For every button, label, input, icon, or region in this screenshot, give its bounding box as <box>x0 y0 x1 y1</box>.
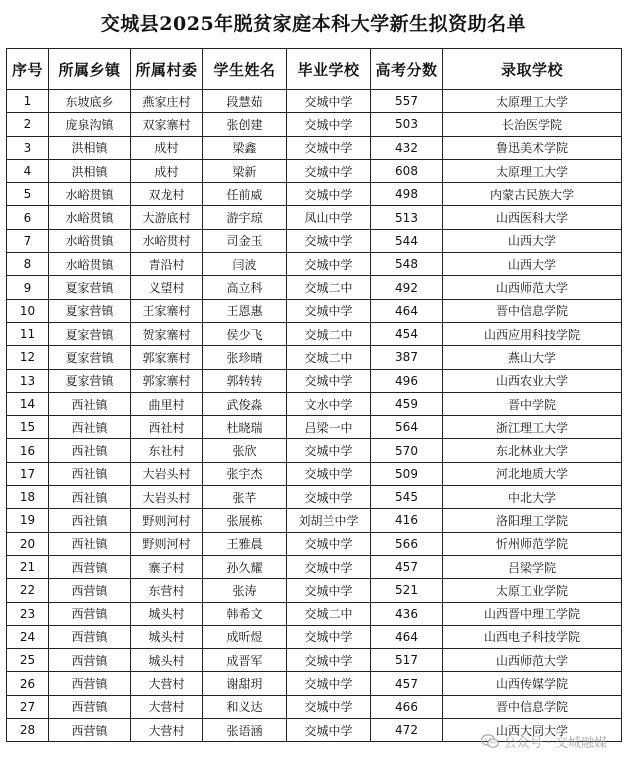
cell-serial-number: 16 <box>7 439 49 462</box>
cell-village: 城头村 <box>131 602 203 625</box>
cell-graduated-school: 交城中学 <box>287 369 371 392</box>
cell-admitted-university: 山西医科大学 <box>443 206 622 229</box>
table-row <box>7 183 622 206</box>
cell-student-name: 司金玉 <box>203 229 287 252</box>
table-row <box>7 509 622 532</box>
cell-graduated-school: 交城中学 <box>287 462 371 485</box>
cell-serial-number: 22 <box>7 579 49 602</box>
cell-township: 洪相镇 <box>49 159 131 182</box>
cell-township: 夏家营镇 <box>49 276 131 299</box>
cell-graduated-school: 交城中学 <box>287 486 371 509</box>
cell-exam-score: 457 <box>371 672 443 695</box>
cell-graduated-school: 交城中学 <box>287 555 371 578</box>
cell-graduated-school: 交城中学 <box>287 719 371 742</box>
cell-township: 西营镇 <box>49 649 131 672</box>
cell-serial-number: 20 <box>7 532 49 555</box>
cell-exam-score: 432 <box>371 136 443 159</box>
cell-serial-number: 25 <box>7 649 49 672</box>
table-row <box>7 392 622 415</box>
cell-admitted-university: 太原理工大学 <box>443 90 622 113</box>
cell-exam-score: 557 <box>371 90 443 113</box>
header-student-name: 学生姓名 <box>203 49 287 90</box>
cell-village: 曲里村 <box>131 392 203 415</box>
cell-serial-number: 24 <box>7 625 49 648</box>
cell-village: 东营村 <box>131 579 203 602</box>
cell-admitted-university: 山西大学 <box>443 229 622 252</box>
watermark-text: 公众号 · 交城融媒 <box>503 735 607 751</box>
cell-exam-score: 513 <box>371 206 443 229</box>
cell-exam-score: 503 <box>371 113 443 136</box>
cell-township: 西社镇 <box>49 509 131 532</box>
table-row <box>7 486 622 509</box>
cell-exam-score: 498 <box>371 183 443 206</box>
cell-exam-score: 492 <box>371 276 443 299</box>
header-exam-score: 高考分数 <box>371 49 443 90</box>
cell-serial-number: 4 <box>7 159 49 182</box>
header-admitted-university: 录取学校 <box>443 49 622 90</box>
table-row <box>7 555 622 578</box>
cell-student-name: 闫波 <box>203 253 287 276</box>
cell-exam-score: 472 <box>371 719 443 742</box>
table-row <box>7 253 622 276</box>
cell-village: 贺家寨村 <box>131 322 203 345</box>
cell-admitted-university: 河北地质大学 <box>443 462 622 485</box>
cell-admitted-university: 山西大同大学 <box>443 719 622 742</box>
cell-student-name: 张涛 <box>203 579 287 602</box>
cell-student-name: 和义达 <box>203 695 287 718</box>
table-row <box>7 602 622 625</box>
cell-student-name: 梁鑫 <box>203 136 287 159</box>
cell-township: 洪相镇 <box>49 136 131 159</box>
cell-admitted-university: 山西应用科技学院 <box>443 322 622 345</box>
wechat-icon <box>481 734 499 749</box>
cell-student-name: 张宇杰 <box>203 462 287 485</box>
cell-admitted-university: 内蒙古民族大学 <box>443 183 622 206</box>
cell-graduated-school: 交城中学 <box>287 672 371 695</box>
watermark <box>481 732 607 750</box>
table-row <box>7 672 622 695</box>
cell-student-name: 张芊 <box>203 486 287 509</box>
cell-graduated-school: 交城中学 <box>287 299 371 322</box>
cell-graduated-school: 交城中学 <box>287 183 371 206</box>
cell-admitted-university: 鲁迅美术学院 <box>443 136 622 159</box>
cell-village: 野则河村 <box>131 509 203 532</box>
cell-student-name: 张珍晴 <box>203 346 287 369</box>
cell-serial-number: 9 <box>7 276 49 299</box>
cell-graduated-school: 凤山中学 <box>287 206 371 229</box>
cell-township: 西社镇 <box>49 439 131 462</box>
cell-village: 水峪贯村 <box>131 229 203 252</box>
cell-admitted-university: 浙江理工大学 <box>443 416 622 439</box>
cell-graduated-school: 交城中学 <box>287 579 371 602</box>
cell-serial-number: 13 <box>7 369 49 392</box>
cell-serial-number: 21 <box>7 555 49 578</box>
cell-serial-number: 18 <box>7 486 49 509</box>
table-row <box>7 462 622 485</box>
cell-serial-number: 3 <box>7 136 49 159</box>
cell-serial-number: 28 <box>7 719 49 742</box>
table-row <box>7 439 622 462</box>
cell-village: 双龙村 <box>131 183 203 206</box>
cell-admitted-university: 晋中信息学院 <box>443 299 622 322</box>
header-village: 所属村委 <box>131 49 203 90</box>
cell-township: 西营镇 <box>49 579 131 602</box>
cell-graduated-school: 交城二中 <box>287 322 371 345</box>
page-title: 交城县2025年脱贫家庭本科大学新生拟资助名单 <box>100 13 527 35</box>
table-row <box>7 532 622 555</box>
cell-village: 寨子村 <box>131 555 203 578</box>
cell-student-name: 任前威 <box>203 183 287 206</box>
cell-graduated-school: 交城中学 <box>287 439 371 462</box>
cell-exam-score: 548 <box>371 253 443 276</box>
cell-exam-score: 496 <box>371 369 443 392</box>
table-row <box>7 206 622 229</box>
cell-township: 西营镇 <box>49 695 131 718</box>
cell-exam-score: 466 <box>371 695 443 718</box>
cell-student-name: 成晋军 <box>203 649 287 672</box>
cell-township: 西营镇 <box>49 672 131 695</box>
cell-serial-number: 6 <box>7 206 49 229</box>
cell-student-name: 杜晓瑞 <box>203 416 287 439</box>
cell-village: 燕家庄村 <box>131 90 203 113</box>
cell-village: 城头村 <box>131 649 203 672</box>
cell-student-name: 梁新 <box>203 159 287 182</box>
header-serial-number: 序号 <box>7 49 49 90</box>
cell-student-name: 张创建 <box>203 113 287 136</box>
cell-village: 成村 <box>131 159 203 182</box>
cell-exam-score: 454 <box>371 322 443 345</box>
cell-exam-score: 464 <box>371 299 443 322</box>
cell-village: 双家寨村 <box>131 113 203 136</box>
cell-student-name: 孙久耀 <box>203 555 287 578</box>
cell-serial-number: 12 <box>7 346 49 369</box>
cell-village: 大营村 <box>131 719 203 742</box>
table-row <box>7 369 622 392</box>
cell-admitted-university: 山西传媒学院 <box>443 672 622 695</box>
cell-student-name: 谢甜玥 <box>203 672 287 695</box>
cell-township: 西营镇 <box>49 625 131 648</box>
cell-exam-score: 464 <box>371 625 443 648</box>
cell-admitted-university: 山西农业大学 <box>443 369 622 392</box>
cell-serial-number: 23 <box>7 602 49 625</box>
cell-village: 义望村 <box>131 276 203 299</box>
cell-serial-number: 2 <box>7 113 49 136</box>
table-row <box>7 695 622 718</box>
cell-township: 西营镇 <box>49 719 131 742</box>
cell-exam-score: 517 <box>371 649 443 672</box>
cell-student-name: 王恩惠 <box>203 299 287 322</box>
cell-graduated-school: 交城中学 <box>287 649 371 672</box>
cell-graduated-school: 交城二中 <box>287 602 371 625</box>
cell-graduated-school: 交城中学 <box>287 159 371 182</box>
cell-exam-score: 544 <box>371 229 443 252</box>
table-row <box>7 229 622 252</box>
cell-serial-number: 19 <box>7 509 49 532</box>
cell-admitted-university: 晋中信息学院 <box>443 695 622 718</box>
table-row <box>7 625 622 648</box>
cell-admitted-university: 吕梁学院 <box>443 555 622 578</box>
cell-serial-number: 14 <box>7 392 49 415</box>
cell-graduated-school: 交城中学 <box>287 532 371 555</box>
table-row <box>7 159 622 182</box>
cell-village: 大游底村 <box>131 206 203 229</box>
cell-township: 水峪贯镇 <box>49 253 131 276</box>
cell-admitted-university: 山西电子科技学院 <box>443 625 622 648</box>
cell-admitted-university: 山西师范大学 <box>443 649 622 672</box>
cell-township: 夏家营镇 <box>49 346 131 369</box>
cell-village: 郭家寨村 <box>131 369 203 392</box>
cell-township: 夏家营镇 <box>49 322 131 345</box>
table-row <box>7 136 622 159</box>
cell-township: 庞泉沟镇 <box>49 113 131 136</box>
cell-serial-number: 17 <box>7 462 49 485</box>
cell-serial-number: 27 <box>7 695 49 718</box>
cell-exam-score: 608 <box>371 159 443 182</box>
cell-serial-number: 7 <box>7 229 49 252</box>
cell-admitted-university: 忻州师范学院 <box>443 532 622 555</box>
cell-exam-score: 459 <box>371 392 443 415</box>
roster-table <box>6 48 622 742</box>
cell-student-name: 成昕煜 <box>203 625 287 648</box>
cell-village: 东社村 <box>131 439 203 462</box>
cell-exam-score: 545 <box>371 486 443 509</box>
cell-graduated-school: 交城中学 <box>287 90 371 113</box>
cell-township: 水峪贯镇 <box>49 183 131 206</box>
cell-graduated-school: 交城中学 <box>287 253 371 276</box>
cell-exam-score: 436 <box>371 602 443 625</box>
cell-admitted-university: 山西大学 <box>443 253 622 276</box>
table-row <box>7 649 622 672</box>
cell-village: 大岩头村 <box>131 486 203 509</box>
cell-township: 水峪贯镇 <box>49 206 131 229</box>
cell-admitted-university: 燕山大学 <box>443 346 622 369</box>
table-row <box>7 113 622 136</box>
cell-village: 大营村 <box>131 672 203 695</box>
cell-student-name: 段慧茹 <box>203 90 287 113</box>
cell-township: 西社镇 <box>49 486 131 509</box>
cell-admitted-university: 晋中学院 <box>443 392 622 415</box>
cell-admitted-university: 山西晋中理工学院 <box>443 602 622 625</box>
cell-student-name: 侯少飞 <box>203 322 287 345</box>
table-row <box>7 276 622 299</box>
cell-student-name: 高立科 <box>203 276 287 299</box>
cell-township: 西营镇 <box>49 555 131 578</box>
cell-graduated-school: 交城二中 <box>287 276 371 299</box>
cell-village: 大营村 <box>131 695 203 718</box>
cell-graduated-school: 吕梁一中 <box>287 416 371 439</box>
cell-admitted-university: 东北林业大学 <box>443 439 622 462</box>
cell-admitted-university: 太原工业学院 <box>443 579 622 602</box>
cell-township: 水峪贯镇 <box>49 229 131 252</box>
cell-exam-score: 387 <box>371 346 443 369</box>
table-header-row <box>7 49 622 90</box>
cell-admitted-university: 中北大学 <box>443 486 622 509</box>
cell-graduated-school: 交城二中 <box>287 346 371 369</box>
cell-serial-number: 26 <box>7 672 49 695</box>
cell-village: 西社村 <box>131 416 203 439</box>
cell-exam-score: 564 <box>371 416 443 439</box>
cell-exam-score: 570 <box>371 439 443 462</box>
cell-township: 西社镇 <box>49 392 131 415</box>
cell-student-name: 韩希文 <box>203 602 287 625</box>
cell-admitted-university: 长治医学院 <box>443 113 622 136</box>
cell-exam-score: 509 <box>371 462 443 485</box>
cell-graduated-school: 交城中学 <box>287 229 371 252</box>
header-graduated-school: 毕业学校 <box>287 49 371 90</box>
cell-township: 西社镇 <box>49 532 131 555</box>
cell-village: 王家寨村 <box>131 299 203 322</box>
cell-serial-number: 1 <box>7 90 49 113</box>
cell-student-name: 郭转转 <box>203 369 287 392</box>
table-body <box>7 90 622 742</box>
cell-township: 西营镇 <box>49 602 131 625</box>
cell-student-name: 张欣 <box>203 439 287 462</box>
cell-township: 夏家营镇 <box>49 369 131 392</box>
cell-graduated-school: 交城中学 <box>287 136 371 159</box>
table-row <box>7 579 622 602</box>
cell-graduated-school: 文水中学 <box>287 392 371 415</box>
cell-serial-number: 10 <box>7 299 49 322</box>
cell-graduated-school: 交城中学 <box>287 113 371 136</box>
cell-village: 野则河村 <box>131 532 203 555</box>
cell-exam-score: 457 <box>371 555 443 578</box>
cell-village: 郭家寨村 <box>131 346 203 369</box>
cell-township: 西社镇 <box>49 462 131 485</box>
cell-serial-number: 11 <box>7 322 49 345</box>
cell-graduated-school: 刘胡兰中学 <box>287 509 371 532</box>
cell-exam-score: 521 <box>371 579 443 602</box>
cell-student-name: 武俊淼 <box>203 392 287 415</box>
cell-student-name: 王雅晨 <box>203 532 287 555</box>
cell-township: 东坡底乡 <box>49 90 131 113</box>
table-row <box>7 416 622 439</box>
table-row <box>7 346 622 369</box>
cell-serial-number: 15 <box>7 416 49 439</box>
cell-student-name: 张语涵 <box>203 719 287 742</box>
cell-township: 夏家营镇 <box>49 299 131 322</box>
cell-serial-number: 8 <box>7 253 49 276</box>
cell-village: 成村 <box>131 136 203 159</box>
cell-graduated-school: 交城中学 <box>287 625 371 648</box>
cell-admitted-university: 山西师范大学 <box>443 276 622 299</box>
cell-graduated-school: 交城中学 <box>287 695 371 718</box>
cell-student-name: 张展栋 <box>203 509 287 532</box>
cell-village: 青沿村 <box>131 253 203 276</box>
cell-exam-score: 566 <box>371 532 443 555</box>
cell-student-name: 游宇琼 <box>203 206 287 229</box>
cell-admitted-university: 洛阳理工学院 <box>443 509 622 532</box>
table-row <box>7 90 622 113</box>
header-township: 所属乡镇 <box>49 49 131 90</box>
cell-village: 大岩头村 <box>131 462 203 485</box>
cell-village: 城头村 <box>131 625 203 648</box>
cell-township: 西社镇 <box>49 416 131 439</box>
cell-serial-number: 5 <box>7 183 49 206</box>
cell-exam-score: 416 <box>371 509 443 532</box>
table-row <box>7 299 622 322</box>
cell-admitted-university: 太原理工大学 <box>443 159 622 182</box>
table-row <box>7 322 622 345</box>
